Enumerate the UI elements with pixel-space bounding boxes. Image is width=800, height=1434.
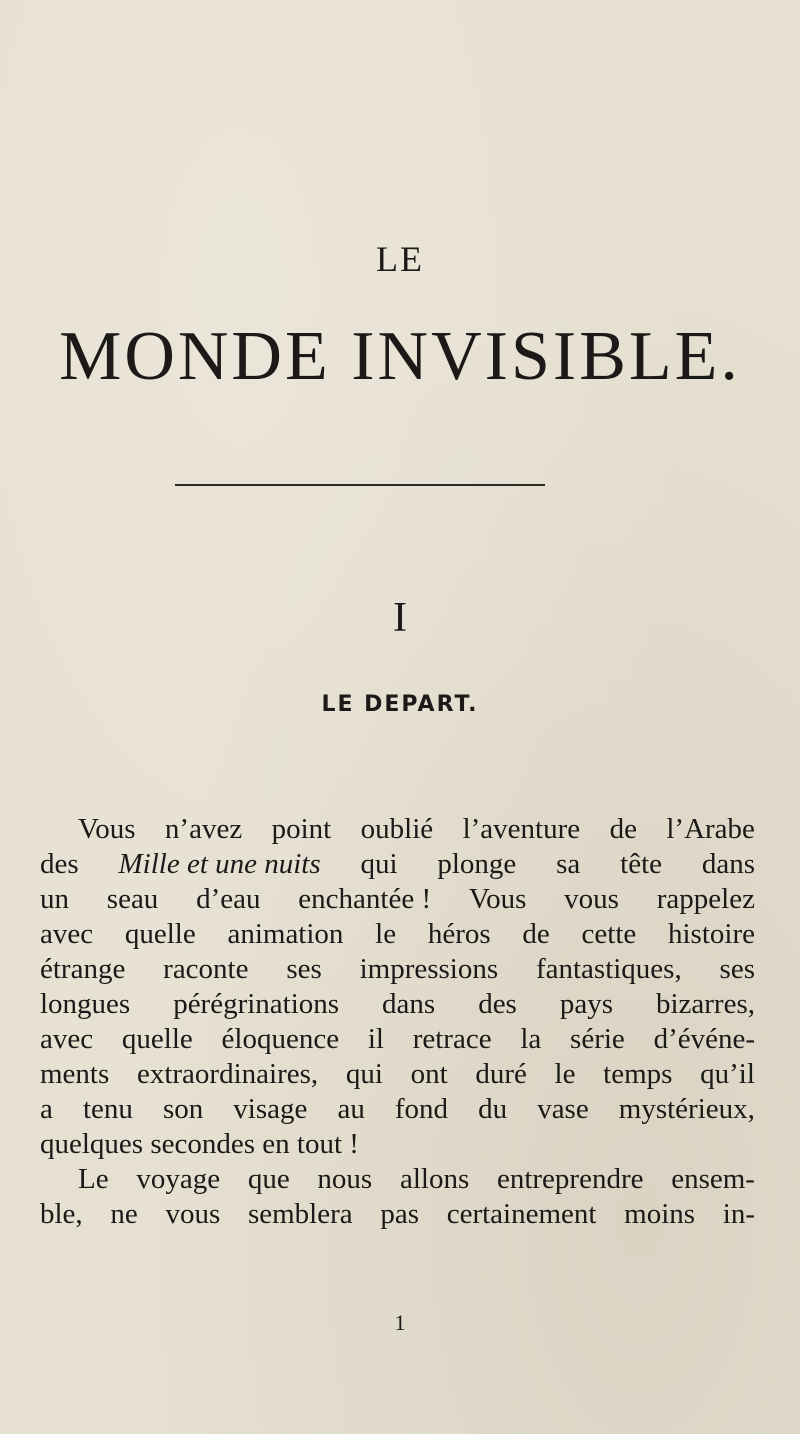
word: ble, bbox=[40, 1198, 83, 1230]
word: qu’il bbox=[700, 1058, 755, 1090]
word: temps bbox=[603, 1058, 673, 1090]
word: visage bbox=[233, 1093, 308, 1125]
word: oublié bbox=[360, 813, 434, 845]
word: ensem- bbox=[671, 1163, 755, 1195]
word: le bbox=[554, 1058, 576, 1090]
word: pérégrinations bbox=[173, 988, 340, 1020]
word: vous bbox=[165, 1198, 221, 1230]
text-line-5 bbox=[40, 952, 755, 987]
word: pas bbox=[380, 1198, 420, 1230]
word: vase bbox=[537, 1093, 589, 1125]
pre-title: LE bbox=[376, 239, 424, 279]
italic-title-phrase: Mille et une nuits bbox=[118, 848, 321, 880]
word: pays bbox=[559, 988, 613, 1020]
word: plonge bbox=[437, 848, 517, 880]
word: mystérieux, bbox=[618, 1093, 755, 1125]
word: héros bbox=[427, 918, 491, 950]
word: son bbox=[162, 1093, 204, 1125]
word: il bbox=[367, 1023, 384, 1055]
text-line-6 bbox=[40, 987, 755, 1022]
word: Vous bbox=[78, 813, 136, 845]
word: d’événe- bbox=[653, 1023, 755, 1055]
word: ses bbox=[719, 953, 755, 985]
word: sa bbox=[556, 848, 581, 880]
word: tête bbox=[620, 848, 662, 880]
word: nous bbox=[317, 1163, 373, 1195]
word: au bbox=[337, 1093, 365, 1125]
word: quelle bbox=[124, 918, 196, 950]
word: avec bbox=[40, 918, 94, 950]
text-line-11 bbox=[40, 1162, 755, 1197]
chapter-title: LE DEPART. bbox=[321, 692, 479, 717]
text-line-10 bbox=[40, 1127, 755, 1162]
word: du bbox=[478, 1093, 508, 1125]
word: animation bbox=[227, 918, 344, 950]
word: d’eau bbox=[196, 883, 261, 915]
text-line-2 bbox=[40, 847, 755, 882]
word: extraordinaires, bbox=[136, 1058, 319, 1090]
word: ne bbox=[110, 1198, 138, 1230]
word: histoire bbox=[667, 918, 755, 950]
book-title: MONDE INVISIBLE. bbox=[59, 318, 741, 395]
word: éloquence bbox=[221, 1023, 340, 1055]
word: voyage bbox=[136, 1163, 221, 1195]
word: dans bbox=[701, 848, 755, 880]
text-line-9 bbox=[40, 1092, 755, 1127]
word: duré bbox=[475, 1058, 527, 1090]
word: un bbox=[40, 883, 69, 915]
title-divider bbox=[175, 484, 545, 486]
text-line-4 bbox=[40, 917, 755, 952]
word: seau bbox=[106, 883, 159, 915]
word: avec bbox=[40, 1023, 94, 1055]
word: des bbox=[478, 988, 517, 1020]
word: bizarres, bbox=[655, 988, 755, 1020]
word: ments bbox=[40, 1058, 110, 1090]
word: rappelez bbox=[656, 883, 755, 915]
text-line-1 bbox=[40, 812, 755, 847]
word: semblera bbox=[247, 1198, 353, 1230]
word: entreprendre bbox=[496, 1163, 644, 1195]
word: fantastiques, bbox=[535, 953, 682, 985]
word: dans bbox=[382, 988, 436, 1020]
word: Vous bbox=[468, 883, 527, 915]
word: impressions bbox=[359, 953, 499, 985]
paragraph-end-line: quelques secondes en tout ! bbox=[40, 1128, 359, 1160]
word: étrange bbox=[40, 953, 126, 985]
word: point bbox=[271, 813, 332, 845]
word: a bbox=[40, 1093, 53, 1125]
word: fond bbox=[394, 1093, 449, 1125]
word: moins bbox=[624, 1198, 696, 1230]
word: Le bbox=[78, 1163, 109, 1195]
chapter-number: I bbox=[393, 595, 407, 641]
word: de bbox=[522, 918, 550, 950]
word: enchantée ! bbox=[298, 883, 432, 915]
word: de bbox=[609, 813, 637, 845]
word: certainement bbox=[446, 1198, 597, 1230]
word: qui bbox=[360, 848, 398, 880]
word: ont bbox=[410, 1058, 448, 1090]
text-line-8 bbox=[40, 1057, 755, 1092]
word: le bbox=[375, 918, 397, 950]
word: n’avez bbox=[164, 813, 243, 845]
word: série bbox=[570, 1023, 625, 1055]
word: qui bbox=[345, 1058, 383, 1090]
word: raconte bbox=[163, 953, 249, 985]
word: l’Arabe bbox=[666, 813, 755, 845]
word: cette bbox=[581, 918, 637, 950]
body-text bbox=[40, 812, 755, 1232]
word: retrace bbox=[412, 1023, 492, 1055]
text-line-12 bbox=[40, 1197, 755, 1232]
word: que bbox=[247, 1163, 290, 1195]
text-line-7 bbox=[40, 1022, 755, 1057]
word: des bbox=[40, 848, 79, 880]
word: tenu bbox=[82, 1093, 133, 1125]
page-number: 1 bbox=[394, 1310, 406, 1335]
text-line-3 bbox=[40, 882, 755, 917]
word: ses bbox=[286, 953, 322, 985]
word: l’aventure bbox=[462, 813, 581, 845]
word: la bbox=[520, 1023, 542, 1055]
word: vous bbox=[564, 883, 619, 915]
word: quelle bbox=[121, 1023, 193, 1055]
word: longues bbox=[40, 988, 131, 1020]
word: in- bbox=[722, 1198, 755, 1230]
word: allons bbox=[399, 1163, 470, 1195]
